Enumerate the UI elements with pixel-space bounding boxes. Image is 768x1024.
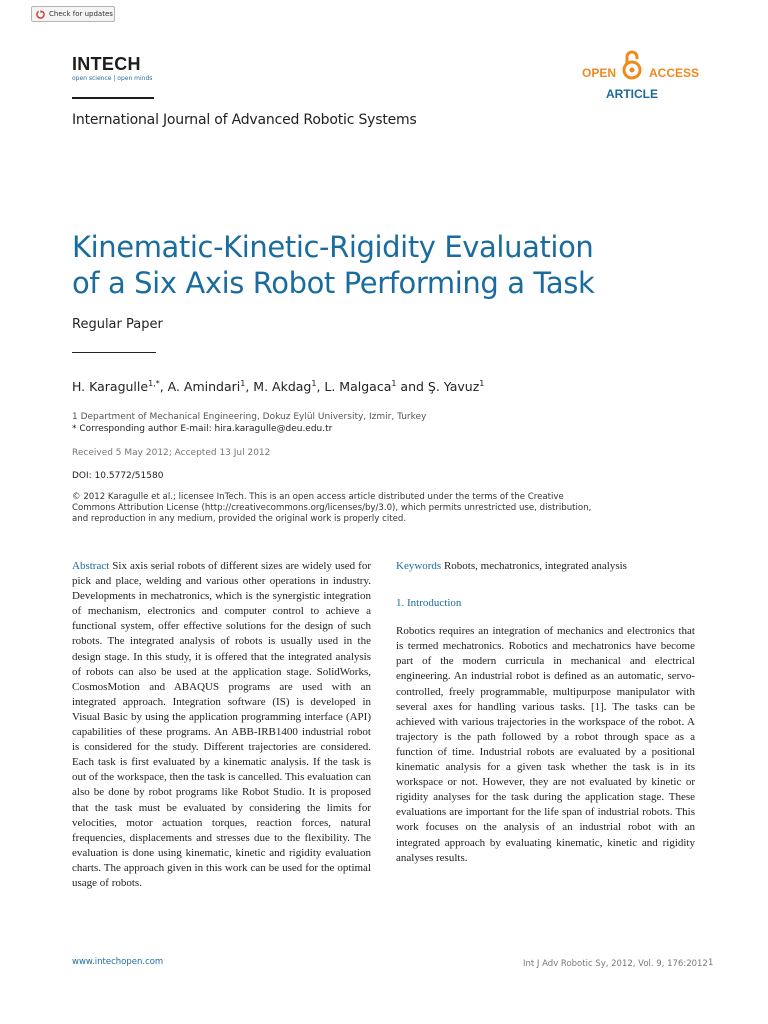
- paper-type: Regular Paper: [72, 317, 163, 332]
- abstract-paragraph: [72, 559, 371, 891]
- publisher-logo[interactable]: [72, 55, 152, 82]
- introduction-heading: 1. Introduction: [396, 597, 462, 610]
- keywords-text: Robots, mechatronics, integrated analysis: [441, 560, 627, 572]
- abstract-label: Abstract: [72, 560, 110, 572]
- check-for-updates-label: Check for updates: [49, 10, 113, 18]
- open-access-open-label: OPEN: [582, 66, 617, 80]
- abstract-column: [72, 559, 371, 891]
- title-line-1: Kinematic-Kinetic-Rigidity Evaluation: [72, 230, 594, 264]
- corresponding-author: * Corresponding author E-mail: hira.karagulle@deu.edu.tr: [72, 424, 333, 434]
- open-access-badge: [582, 50, 702, 104]
- author-name: H. Karagulle: [72, 379, 149, 395]
- author-affiliation-mark: 1: [391, 379, 397, 388]
- abstract-text: Six axis serial robots of different sizes are widely used for pick and place, welding and various other operations in industry. Developments in mechatronics, which is the synergistic integration of mechanism, electronics and computer control to achieve a functional system, offer effective solutions for the design of such robots. The integrated analysis of robots is usually used in the design stage. In this study, it is offered that the integrated analysis of robots can also be used at the application stage. SolidWorks, CosmosMotion and ABAQUS programs are used with an integrated approach. Integration software (IS) is developed in Visual Basic by using the application programming interface (API) capabilities of these programs. An ABB-IRB1400 industrial robot is considered for the study. Different trajectories are considered. Each task is first evaluated by a kinematic analysis. If the task is out of the workspace, then the task is cancelled. This evaluation can also be done by robot programs like Robot Studio. It is proposed that the task must be evaluated by considering the limits for velocities, motor actuation torques, reaction forces, natural frequencies, displacements and stresses due to the flexibility. The evaluation is done using kinematic, kinetic and rigidity evaluation charts. The approach given in this work can be used for the optimal usage of robots.: [72, 560, 371, 889]
- author-name: , M. Akdag: [245, 379, 312, 395]
- journal-name: International Journal of Advanced Robotic Systems: [72, 112, 417, 128]
- introduction-text: Robotics requires an integration of mechanics and electronics that is termed mechatronics. Robotics and mechatronics have become part of the modern curricula in mechanical and electrical engineering. An industrial robot is defined as an automatic, servo-controlled, freely programmable, multipurpose manipulator with several axes for handling various tasks. [1]. The tasks can be achieved with various trajectories in the workspace of the robot. A trajectory is the path followed by a robot through space as a function of time. Industrial robots are evaluated by a positional kinematic analysis for a given task whether the task is in its workspace or not. However, they are not evaluated by kinetic or rigidity analyses for the task during the application stage. These evaluations are important for the life span of industrial robots. This work focuses on the analysis of an industrial robot with an integrated approach by evaluating kinematic, kinetic and rigidity analyses results.: [396, 625, 695, 864]
- footer-website-link[interactable]: www.intechopen.com: [72, 957, 164, 967]
- open-access-access-label: ACCESS: [649, 66, 700, 80]
- open-lock-icon: [621, 50, 643, 80]
- footer-citation: Int J Adv Robotic Sy, 2012, Vol. 9, 176:2012: [523, 959, 708, 969]
- paper-title: [72, 229, 712, 301]
- received-accepted-dates: Received 5 May 2012; Accepted 13 Jul 2012: [72, 448, 271, 458]
- doi[interactable]: DOI: 10.5772/51580: [72, 471, 164, 481]
- title-divider: [72, 352, 156, 353]
- title-line-2: of a Six Axis Robot Performing a Task: [72, 266, 595, 300]
- keywords-paragraph: [396, 559, 695, 574]
- refresh-icon: [36, 10, 45, 19]
- publisher-tagline: open science | open minds: [72, 75, 153, 82]
- author-affiliation-mark: 1: [311, 379, 317, 388]
- check-for-updates-button[interactable]: [31, 6, 115, 22]
- keywords-label: Keywords: [396, 560, 442, 572]
- affiliation: 1 Department of Mechanical Engineering, Dokuz Eylül University, Izmir, Turkey: [72, 412, 427, 422]
- author-affiliation-mark: 1: [479, 379, 485, 388]
- author-name: , A. Amindari: [159, 379, 241, 395]
- license-statement: © 2012 Karagulle et al.; licensee InTech. This is an open access article distributed under the terms of the Creative Commons Attribution License (http://creativecommons.org/licenses/by/3.0), which permits unrestricted use, distribution, and reproduction in any medium, provided the original work is properly cited.: [72, 492, 592, 524]
- publisher-name: INTECH: [72, 54, 141, 74]
- right-column: [396, 559, 695, 866]
- author-affiliation-mark: 1,*: [148, 379, 160, 388]
- page-number: 1: [708, 958, 714, 968]
- author-affiliation-mark: 1: [240, 379, 246, 388]
- author-list: [72, 379, 484, 394]
- logo-underline: [72, 97, 154, 99]
- author-name: and Ş. Yavuz: [396, 379, 480, 395]
- author-name: , L. Malgaca: [316, 379, 392, 395]
- article-label: ARTICLE: [606, 87, 658, 101]
